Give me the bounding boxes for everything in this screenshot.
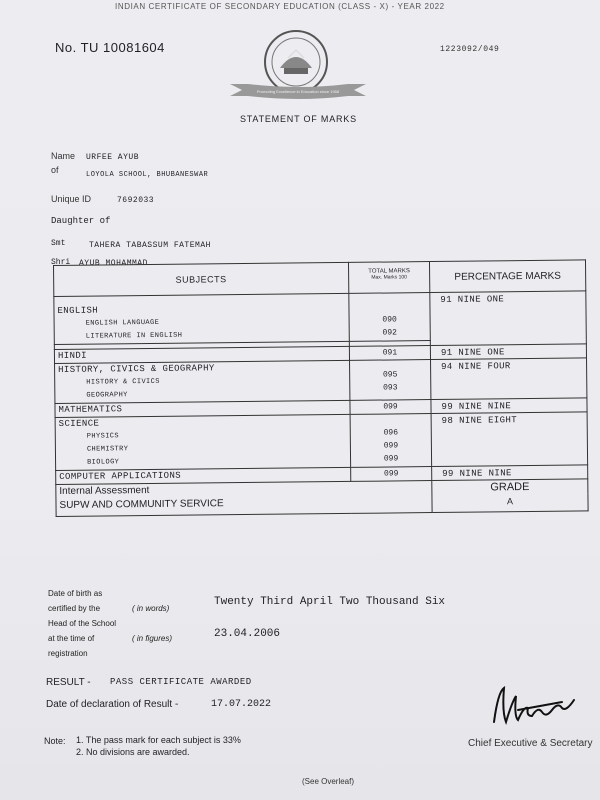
- serial-number: 1223092/049: [440, 45, 500, 54]
- total-subheader-label: Max. Marks 100: [371, 274, 407, 281]
- paper-physics: PHYSICS: [86, 432, 120, 441]
- percentage-english: 91 NINE ONE: [430, 291, 587, 346]
- dob-in-words: Twenty Third April Two Thousand Six: [214, 596, 446, 608]
- table-row: [54, 291, 586, 345]
- ribbon-text: Promoting Excellence in Education since 1958: [256, 89, 340, 94]
- school-name: LOYOLA SCHOOL, BHUBANESWAR: [86, 171, 209, 179]
- result-label: RESULT -: [46, 677, 91, 688]
- uid-label: Unique ID: [51, 194, 92, 204]
- dob-label-line4: at the time of: [48, 634, 95, 643]
- subject-hindi: HINDI: [54, 346, 349, 363]
- marks-physics: 096: [383, 428, 399, 438]
- statement-title: STATEMENT OF MARKS: [240, 114, 357, 124]
- father-name: AYUB MOHAMMAD: [79, 259, 148, 268]
- signature-icon: [488, 682, 578, 730]
- dob-label-line5: registration: [48, 649, 88, 658]
- marks-computer: 099: [383, 469, 399, 479]
- total-header-label: TOTAL MARKS: [368, 268, 410, 275]
- percentage-hindi: 91 NINE ONE: [430, 344, 586, 360]
- paper-chemistry: CHEMISTRY: [86, 445, 129, 454]
- marks-geography: 093: [383, 383, 398, 393]
- percentage-header: PERCENTAGE MARKS: [429, 260, 585, 293]
- percentage-hcg: 94 NINE FOUR: [431, 358, 587, 400]
- see-overleaf: (See Overleaf): [302, 777, 355, 786]
- result-value: PASS CERTIFICATE AWARDED: [110, 677, 252, 687]
- paper-english-literature: LITERATURE IN ENGLISH: [85, 331, 183, 341]
- marks-biology: 099: [383, 454, 399, 464]
- supw-label: SUPW AND COMMUNITY SERVICE: [56, 495, 432, 516]
- supw-grade: A: [432, 493, 588, 512]
- marks-table: [53, 259, 589, 517]
- dob-label-line3: Head of the School: [48, 619, 117, 628]
- paper-history-civics: HISTORY & CIVICS: [86, 377, 160, 387]
- subject-english: ENGLISH: [57, 305, 99, 316]
- declaration-date: 17.07.2022: [211, 699, 272, 710]
- percentage-science: 98 NINE EIGHT: [431, 412, 588, 467]
- paper-english-language: ENGLISH LANGUAGE: [85, 318, 160, 328]
- paper-geography: GEOGRAPHY: [86, 391, 128, 400]
- motto-ribbon: [228, 78, 368, 104]
- marks-history-civics: 095: [382, 370, 398, 380]
- note-label: Note:: [44, 736, 66, 746]
- subject-computer: COMPUTER APPLICATIONS: [56, 467, 351, 484]
- dob-label-line2: certified by the: [48, 604, 101, 613]
- in-figures-label: ( in figures): [132, 634, 173, 643]
- marks-english-language: 090: [382, 315, 397, 325]
- father-prefix: Shri: [51, 258, 71, 267]
- subjects-header: SUBJECTS: [54, 262, 349, 296]
- note-1: 1. The pass mark for each subject is 33%: [76, 735, 241, 745]
- percentage-computer: 99 NINE NINE: [432, 465, 588, 481]
- marks-maths: 099: [383, 402, 398, 412]
- marks-english-literature: 092: [382, 328, 397, 338]
- mother-name: TAHERA TABASSUM FATEMAH: [89, 241, 211, 250]
- certificate-number: No. TU 10081604: [55, 40, 165, 55]
- grade-header: GRADE: [432, 479, 588, 495]
- paper-biology: BIOLOGY: [87, 458, 120, 467]
- table-row: [55, 358, 587, 404]
- subject-science: SCIENCE: [58, 418, 100, 429]
- candidate-name: URFEE AYUB: [86, 153, 140, 162]
- dob-in-figures: 23.04.2006: [214, 628, 281, 640]
- declaration-label: Date of declaration of Result -: [46, 699, 179, 710]
- subject-maths: MATHEMATICS: [55, 400, 350, 417]
- signatory-title: Chief Executive & Secretary: [468, 738, 593, 749]
- name-label: Name: [51, 151, 76, 161]
- mother-prefix: Smt: [51, 239, 66, 248]
- note-2: 2. No divisions are awarded.: [76, 747, 190, 757]
- relation-label: Daughter of: [51, 216, 111, 226]
- in-words-label: ( in words): [132, 604, 170, 613]
- unique-id: 7692033: [117, 196, 155, 205]
- percentage-maths: 99 NINE NINE: [431, 398, 587, 414]
- subject-hcg: HISTORY, CIVICS & GEOGRAPHY: [58, 363, 215, 375]
- internal-assessment-label: Internal Assessment: [56, 481, 432, 499]
- of-label: of: [51, 165, 59, 175]
- total-marks-header: [348, 262, 429, 294]
- table-row: [55, 412, 588, 471]
- marks-chemistry: 099: [383, 441, 399, 451]
- board-header: INDIAN CERTIFICATE OF SECONDARY EDUCATION (CLASS - X) - YEAR 2022: [115, 2, 445, 11]
- marks-hindi: 091: [382, 348, 398, 358]
- dob-label-line1: Date of birth as: [48, 589, 103, 598]
